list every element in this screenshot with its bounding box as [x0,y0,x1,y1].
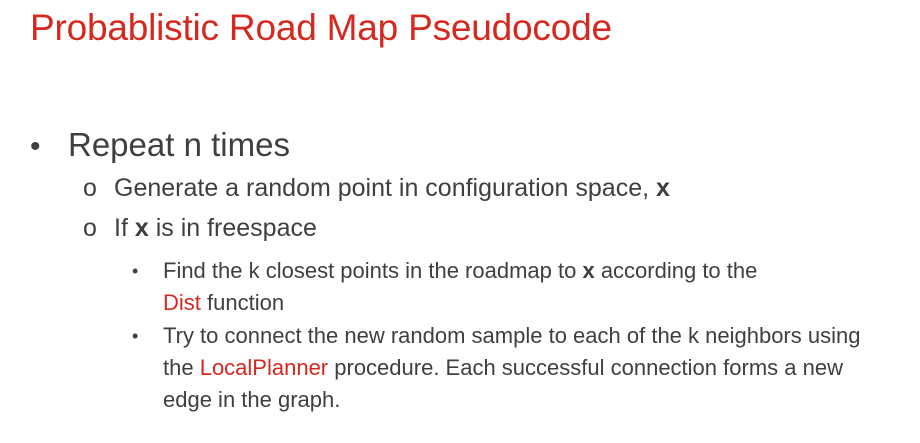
subsub-bullet-connect [132,320,892,416]
sub-bullet-generate [83,173,670,203]
localplanner-term: LocalPlanner [199,355,329,380]
sub-bullet-circle-icon: o [83,174,97,202]
variable-x: x [134,214,149,242]
sub-bullet-generate-text: Generate a random point in configuration space, x [114,174,670,202]
bullet-repeat-text: Repeat n times [68,126,290,163]
subsub-bullet-find-closest [132,255,892,319]
subsub-bullet-connect-text: Try to connect the new random sample to each of the k neighbors using the LocalPlanner procedure. Each successful connection forms a new edge in the graph. [163,323,861,412]
slide-title: Probablistic Road Map Pseudocode [30,7,612,48]
bullet-repeat [30,125,290,165]
subsub-bullet-dot-icon: • [132,261,139,281]
variable-x: x [656,174,670,202]
dist-function-term: Dist [163,290,201,315]
subsub-bullet-find-closest-text: Find the k closest points in the roadmap to x according to the Dist function [163,258,758,315]
sub-bullet-freespace-text: If x is in freespace [114,214,317,242]
variable-x: x [582,258,595,283]
subsub-bullet-dot-icon: • [132,326,139,346]
sub-bullet-freespace [83,213,317,243]
bullet-dot-icon: • [30,130,41,163]
sub-bullet-circle-icon: o [83,214,97,242]
